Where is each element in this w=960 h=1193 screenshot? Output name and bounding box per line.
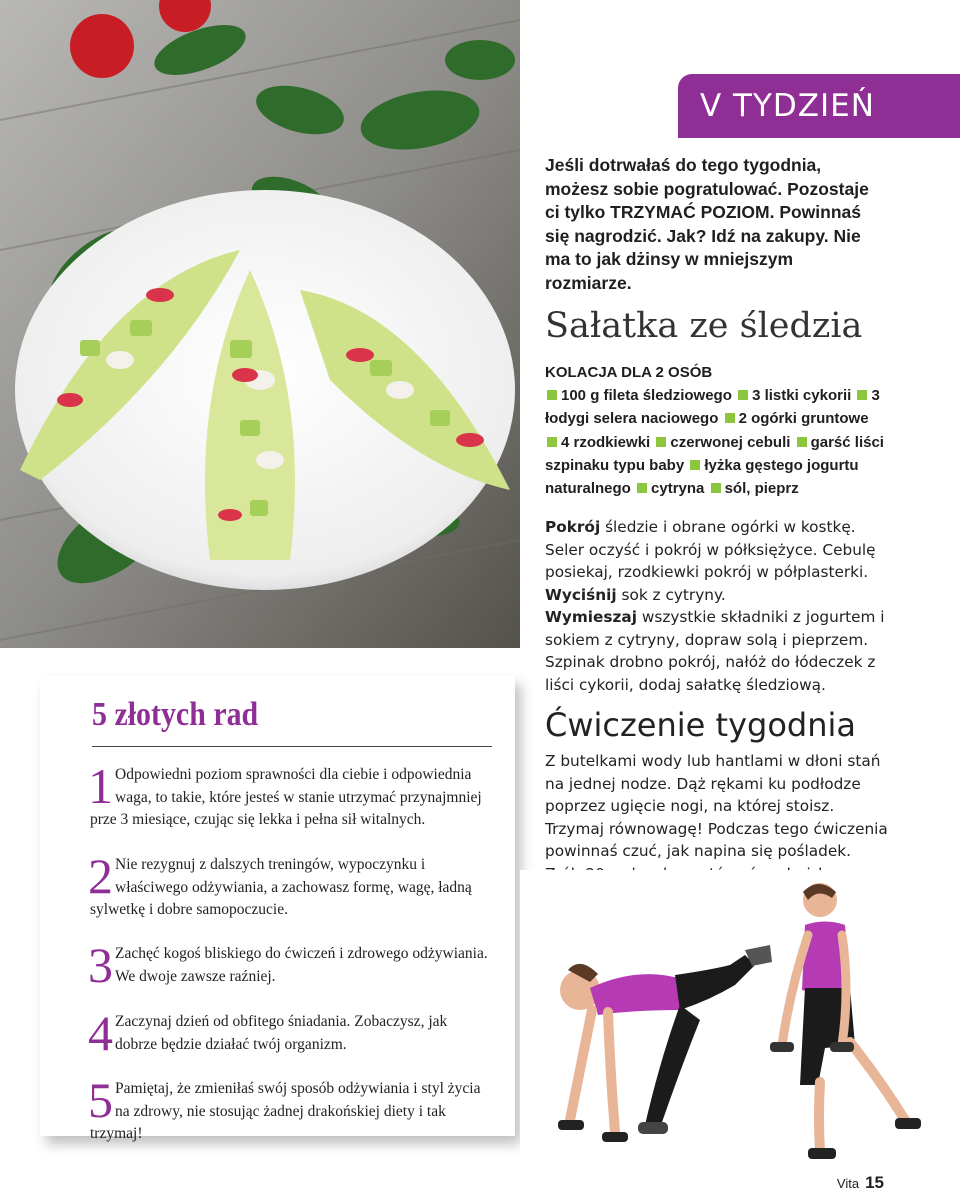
page-footer xyxy=(837,1173,884,1193)
bullet-square-icon xyxy=(725,413,735,423)
tip-number: 4 xyxy=(88,1005,113,1061)
tip-text: Zaczynaj dzień od obfitego śniadania. Zobaczysz, jak dobrze będzie działać twój organizm. xyxy=(115,1013,448,1053)
bullet-square-icon xyxy=(547,437,557,447)
bullet-square-icon xyxy=(711,483,721,493)
bullet-square-icon xyxy=(637,483,647,493)
ingredient: 2 ogórki gruntowe xyxy=(738,410,869,428)
bullet-square-icon xyxy=(547,390,557,400)
recipe-step xyxy=(545,606,890,696)
ingredient: 3 listki cykorii xyxy=(752,387,852,405)
step-text: śledzie i obrane ogórki w kostkę. Seler oczyść i pokrój w półksiężyce. Cebulę posiekaj, rzodkiewki pokrój w półplasterki. xyxy=(545,518,876,581)
tip-item xyxy=(88,848,490,922)
ingredient: 100 g fileta śledziowego xyxy=(561,387,732,405)
ingredient: 3 łodygi selera naciowego xyxy=(545,387,880,428)
tip-text: Zachęć kogoś bliskiego do ćwiczeń i zdrowego odżywiania. We dwoje zawsze raźniej. xyxy=(115,945,488,985)
tip-item xyxy=(88,1072,490,1146)
tip-number: 3 xyxy=(88,937,113,993)
ingredient: cytryna xyxy=(651,480,705,498)
ingredient: sól, pieprz xyxy=(724,480,799,498)
section-tab: V TYDZIEŃ xyxy=(678,74,960,138)
ingredient: łyżka gęstego jogurtu naturalnego xyxy=(545,456,859,498)
ingredient: garść liści szpinaku typu baby xyxy=(545,433,884,474)
bullet-square-icon xyxy=(797,437,807,447)
recipe-title: Sałatka ze śledzia xyxy=(545,306,863,346)
bullet-square-icon xyxy=(690,460,700,470)
exercise-title: Ćwiczenie tygodnia xyxy=(545,706,856,744)
bullet-square-icon xyxy=(738,390,748,400)
bullet-square-icon xyxy=(857,390,867,400)
ingredient: 4 rzodkiewki xyxy=(561,433,651,451)
recipe-steps xyxy=(545,516,890,696)
step-verb: Pokrój xyxy=(545,518,601,536)
ingredient: czerwonej cebuli xyxy=(670,433,791,451)
bullet-square-icon xyxy=(656,437,666,447)
ingredients-list xyxy=(545,361,885,500)
recipe-step xyxy=(545,516,890,584)
divider xyxy=(92,746,492,747)
tip-number: 2 xyxy=(88,848,113,904)
tip-number: 5 xyxy=(88,1072,113,1128)
step-verb: Wyciśnij xyxy=(545,585,617,604)
magazine-name: Vita xyxy=(836,1176,860,1191)
tip-text: Odpowiedni poziom sprawności dla ciebie i odpowiednia waga, to takie, które jesteś w stanie utrzymać przynajmniej prze 3 miesiące, czując się lekka i pełna sił witalnych. xyxy=(90,766,482,828)
step-verb: Wymieszaj xyxy=(545,608,637,626)
step-text: wszystkie składniki z jogurtem i sokiem z cytryny, dopraw solą i pieprzem. Szpinak drobno pokrój, nałóż do łódeczek z liści cykorii, dodaj sałatkę śledziową. xyxy=(545,608,885,694)
tip-text: Pamiętaj, że zmieniłaś swój sposób odżywiania i styl życia na zdrowy, nie stosując żadnej drakońskiej diety i tak trzymaj! xyxy=(90,1080,481,1142)
tip-number: 1 xyxy=(88,758,113,814)
intro-text: Jeśli dotrwałaś do tego tygodnia, możesz sobie pogratulować. Pozostaje ci tylko TRZYMAĆ POZIOM. Powinnaś się nagrodzić. Jak? Idź na zakupy. Nie ma to jak dżinsy w mniejszym rozmiarze. xyxy=(545,155,869,293)
servings-heading: KOLACJA DLA 2 OSÓB xyxy=(545,364,713,381)
tip-item xyxy=(88,758,490,832)
tip-text: Nie rezygnuj z dalszych treningów, wypoczynku i właściwego odżywiania, a zachowasz formę, wagę, ładną sylwetkę i dobre samopoczucie. xyxy=(90,856,472,918)
page-number: 15 xyxy=(865,1173,884,1192)
exercise-photo xyxy=(520,870,960,1174)
step-text: sok z cytryny. xyxy=(616,585,726,604)
tip-item xyxy=(88,1005,490,1061)
exercise-text: Z butelkami wody lub hantlami w dłoni stań na jednej nodze. Dąż rękami ku podłodze poprzez ugięcie nogi, na której stoisz. Trzymaj równowagę! Podczas tego ćwiczenia powinnaś czuć, jak napina się pośladek. xyxy=(545,752,888,860)
tips-card xyxy=(40,676,515,1142)
tip-item xyxy=(88,937,490,993)
salad-photo xyxy=(0,0,520,648)
tips-title: 5 złotych rad xyxy=(92,696,259,733)
recipe-step xyxy=(545,584,890,607)
